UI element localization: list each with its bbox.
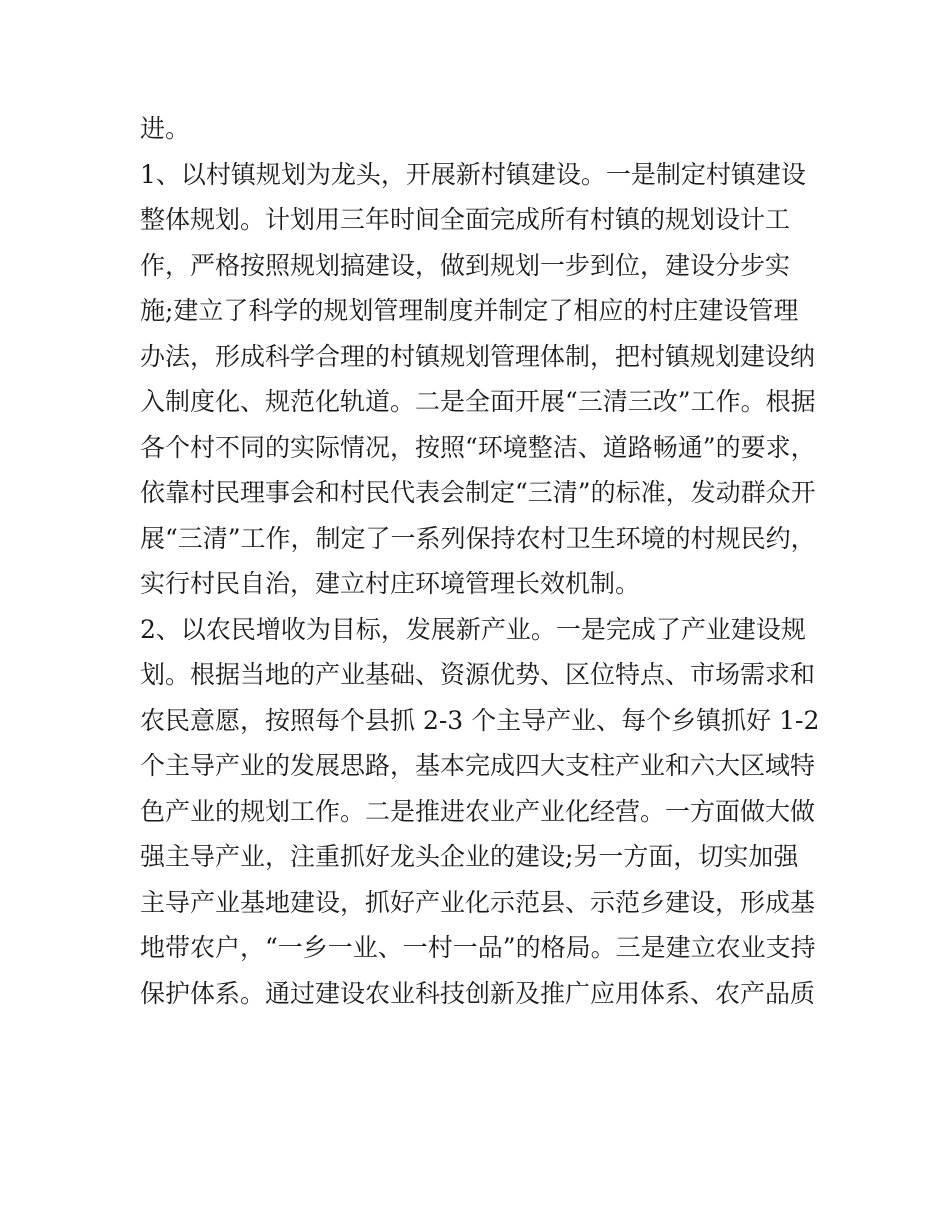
text-line: 各个村不同的实际情况，按照“环境整洁、道路畅通”的要求， — [140, 432, 816, 462]
text-line: 办法，形成科学合理的村镇规划管理体制，把村镇规划建设纳 — [140, 341, 816, 371]
text-line: 展“三清”工作，制定了一系列保持农村卫生环境的村规民约， — [140, 523, 816, 553]
text-line: 实行村民自治，建立村庄环境管理长效机制。 — [140, 569, 641, 598]
text-line: 色产业的规划工作。二是推进农业产业化经营。一方面做大做 — [140, 796, 816, 826]
text-line: 作，严格按照规划搞建设，做到规划一步到位，建设分步实 — [140, 250, 791, 280]
document-body — [140, 106, 820, 1016]
text-line: 强主导产业，注重抓好龙头企业的建设;另一方面，切实加强 — [140, 842, 799, 871]
text-line: 整体规划。计划用三年时间全面完成所有村镇的规划设计工 — [140, 205, 791, 234]
text-line: 主导产业基地建设，抓好产业化示范县、示范乡建设，形成基 — [140, 887, 816, 917]
text-line: 地带农户，“一乡一业、一村一品”的格局。三是建立农业支持 — [140, 933, 816, 962]
text-line: 2、以农民增收为目标，发展新产业。一是完成了产业建设规 — [140, 614, 806, 644]
text-line: 个主导产业的发展思路，基本完成四大支柱产业和六大区域特 — [140, 751, 816, 780]
text-line: 入制度化、规范化轨道。二是全面开展“三清三改”工作。根据 — [140, 387, 816, 416]
text-line: 保护体系。通过建设农业科技创新及推广应用体系、农产品质 — [140, 978, 816, 1008]
text-line: 进。 — [140, 114, 191, 143]
text-line: 农民意愿，按照每个县抓 2-3 个主导产业、每个乡镇抓好 1-2 — [140, 705, 820, 735]
text-line: 依靠村民理事会和村民代表会制定“三清”的标准，发动群众开 — [140, 478, 816, 507]
text-line: 划。根据当地的产业基础、资源优势、区位特点、市场需求和 — [140, 660, 816, 689]
text-line: 施;建立了科学的规划管理制度并制定了相应的村庄建设管理 — [140, 296, 799, 325]
text-line: 1、以村镇规划为龙头，开展新村镇建设。一是制定村镇建设 — [140, 159, 806, 189]
